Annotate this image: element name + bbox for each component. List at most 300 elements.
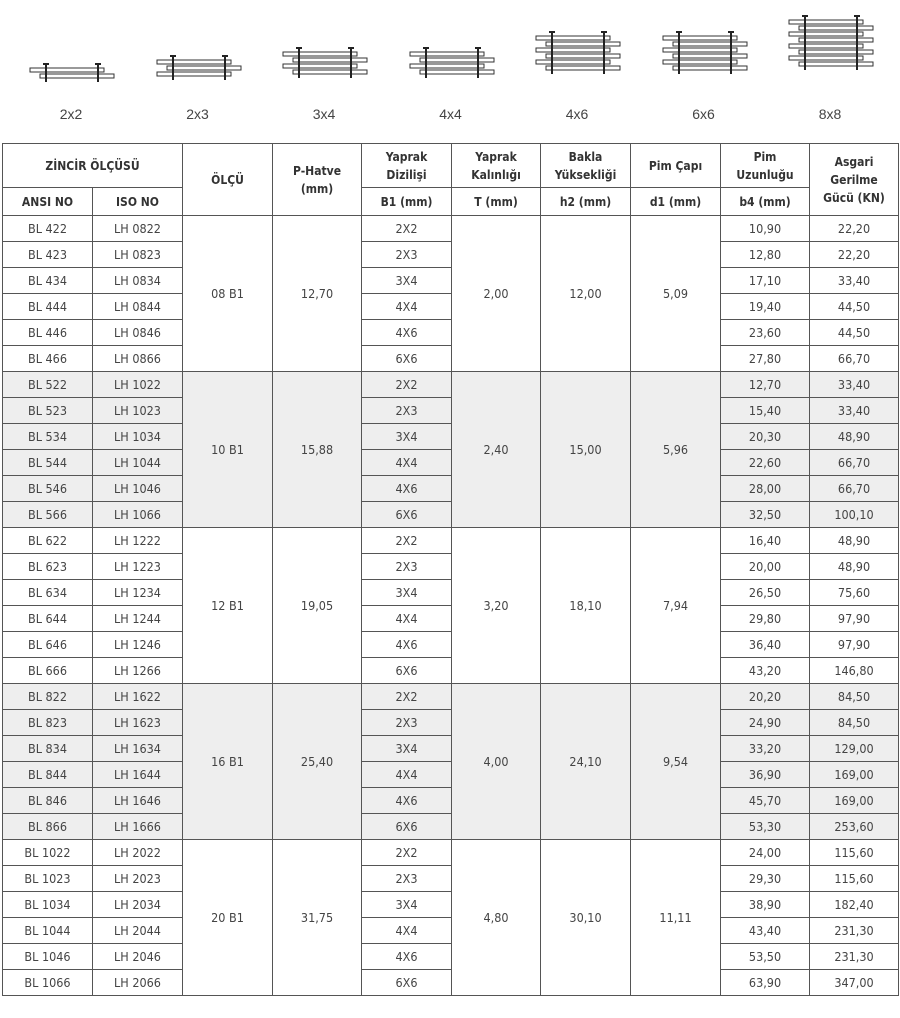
ansi-no-cell: BL 422	[3, 216, 93, 242]
yukseklik-cell: 15,00	[541, 372, 631, 528]
ansi-no-cell: BL 444	[3, 294, 93, 320]
table-row	[3, 736, 899, 762]
gerilme-cell: 75,60	[810, 580, 899, 606]
hatve-cell: 15,88	[273, 372, 362, 528]
dizilis-cell: 2X3	[362, 710, 452, 736]
ansi-no-cell: BL 646	[3, 632, 93, 658]
ansi-no-cell: BL 1034	[3, 892, 93, 918]
pim-uzunlugu-cell: 17,10	[721, 268, 810, 294]
chain-diagram-4	[514, 0, 640, 140]
table-row	[3, 320, 899, 346]
header-pim-uz-line1: Pim	[753, 149, 777, 164]
table-row	[3, 632, 899, 658]
header-ansi: ANSI NO	[3, 188, 93, 216]
hatve-cell: 12,70	[273, 216, 362, 372]
table-row	[3, 372, 899, 398]
chain-diagram-label: 2x2	[59, 106, 83, 122]
chain-link-icon	[135, 0, 261, 104]
ansi-no-cell: BL 623	[3, 554, 93, 580]
chain-diagrams	[0, 0, 900, 140]
chain-link-icon	[261, 0, 387, 104]
dizilis-cell: 4X4	[362, 450, 452, 476]
pim-uzunlugu-cell: 16,40	[721, 528, 810, 554]
gerilme-cell: 115,60	[810, 866, 899, 892]
chain-plate	[420, 70, 494, 74]
chain-diagram-1	[135, 0, 261, 140]
iso-no-cell: LH 1666	[93, 814, 183, 840]
table-row	[3, 944, 899, 970]
ansi-no-cell: BL 846	[3, 788, 93, 814]
header-yukseklik	[541, 144, 631, 188]
iso-no-cell: LH 2066	[93, 970, 183, 996]
chain-pin-cap	[854, 15, 860, 17]
hatve-cell: 19,05	[273, 528, 362, 684]
gerilme-cell: 44,50	[810, 320, 899, 346]
chain-diagram-2	[261, 0, 387, 140]
table-row	[3, 294, 899, 320]
iso-no-cell: LH 2034	[93, 892, 183, 918]
chain-plate	[789, 56, 863, 60]
kalinlik-cell: 2,00	[452, 216, 541, 372]
header-dizilis-line1: Yaprak	[385, 149, 428, 164]
yukseklik-cell: 24,10	[541, 684, 631, 840]
iso-no-cell: LH 1034	[93, 424, 183, 450]
iso-no-cell: LH 1246	[93, 632, 183, 658]
chain-diagram-label: 6x6	[692, 106, 715, 122]
chain-pin-cap	[601, 31, 607, 33]
ansi-no-cell: BL 634	[3, 580, 93, 606]
pim-capi-cell: 9,54	[631, 684, 721, 840]
gerilme-cell: 48,90	[810, 424, 899, 450]
pim-uzunlugu-cell: 27,80	[721, 346, 810, 372]
chain-plate	[420, 58, 494, 62]
iso-no-cell: LH 1044	[93, 450, 183, 476]
ansi-no-cell: BL 466	[3, 346, 93, 372]
header-kalinlik	[452, 144, 541, 188]
header-pim-capi-unit: d1 (mm)	[631, 188, 721, 216]
chain-diagram-label: 4x4	[439, 106, 462, 122]
pim-uzunlugu-cell: 10,90	[721, 216, 810, 242]
table-row	[3, 502, 899, 528]
iso-no-cell: LH 0866	[93, 346, 183, 372]
header-gerilme-line3: Gücü (KN)	[823, 190, 885, 205]
pim-uzunlugu-cell: 29,30	[721, 866, 810, 892]
chain-plate	[673, 54, 747, 58]
iso-no-cell: LH 1646	[93, 788, 183, 814]
table-row	[3, 840, 899, 866]
chain-plate	[546, 54, 620, 58]
iso-no-cell: LH 0846	[93, 320, 183, 346]
chain-pin-cap	[549, 31, 555, 33]
chain-diagram-label: 2x3	[186, 106, 209, 122]
hatve-cell: 25,40	[273, 684, 362, 840]
pim-uzunlugu-cell: 28,00	[721, 476, 810, 502]
kalinlik-cell: 4,00	[452, 684, 541, 840]
iso-no-cell: LH 1066	[93, 502, 183, 528]
chain-plate	[673, 42, 747, 46]
gerilme-cell: 48,90	[810, 528, 899, 554]
dizilis-cell: 4X6	[362, 476, 452, 502]
pim-uzunlugu-cell: 36,90	[721, 762, 810, 788]
dizilis-cell: 2X3	[362, 866, 452, 892]
pim-uzunlugu-cell: 38,90	[721, 892, 810, 918]
pim-uzunlugu-cell: 43,40	[721, 918, 810, 944]
chain-plate	[283, 52, 357, 56]
iso-no-cell: LH 1244	[93, 606, 183, 632]
iso-no-cell: LH 1644	[93, 762, 183, 788]
gerilme-cell: 97,90	[810, 606, 899, 632]
header-gerilme-line2: Gerilme	[830, 172, 878, 187]
table-row	[3, 788, 899, 814]
header-hatve-line1: P-Hatve	[293, 163, 342, 178]
pim-uzunlugu-cell: 12,80	[721, 242, 810, 268]
pim-uzunlugu-cell: 24,90	[721, 710, 810, 736]
ansi-no-cell: BL 1066	[3, 970, 93, 996]
table-row	[3, 606, 899, 632]
dizilis-cell: 2X3	[362, 242, 452, 268]
ansi-no-cell: BL 423	[3, 242, 93, 268]
ansi-no-cell: BL 644	[3, 606, 93, 632]
header-pim-uzunlugu	[721, 144, 810, 188]
gerilme-cell: 129,00	[810, 736, 899, 762]
header-pim-capi: Pim Çapı	[631, 144, 721, 188]
header-kalinlik-unit: T (mm)	[452, 188, 541, 216]
chain-plate	[283, 64, 357, 68]
dizilis-cell: 4X6	[362, 944, 452, 970]
dizilis-cell: 3X4	[362, 892, 452, 918]
chain-plate	[799, 38, 873, 42]
header-yukseklik-line2: Yüksekliği	[554, 167, 617, 182]
chain-link-icon	[514, 0, 640, 104]
chain-diagram-label: 3x4	[312, 106, 336, 122]
iso-no-cell: LH 0822	[93, 216, 183, 242]
gerilme-cell: 231,30	[810, 918, 899, 944]
dizilis-cell: 4X4	[362, 294, 452, 320]
chain-pin-cap	[95, 63, 101, 65]
hatve-cell: 31,75	[273, 840, 362, 996]
chain-plate	[663, 36, 737, 40]
dizilis-cell: 2X3	[362, 554, 452, 580]
pim-uzunlugu-cell: 29,80	[721, 606, 810, 632]
dizilis-cell: 3X4	[362, 424, 452, 450]
chain-diagram-5	[641, 0, 767, 140]
pim-uzunlugu-cell: 23,60	[721, 320, 810, 346]
ansi-no-cell: BL 1022	[3, 840, 93, 866]
gerilme-cell: 66,70	[810, 346, 899, 372]
pim-uzunlugu-cell: 20,20	[721, 684, 810, 710]
ansi-no-cell: BL 822	[3, 684, 93, 710]
table-row	[3, 814, 899, 840]
gerilme-cell: 66,70	[810, 476, 899, 502]
chain-plate	[789, 44, 863, 48]
chain-pin-cap	[170, 55, 176, 57]
olcu-cell: 20 B1	[183, 840, 273, 996]
ansi-no-cell: BL 546	[3, 476, 93, 502]
table-row	[3, 970, 899, 996]
header-dizilis	[362, 144, 452, 188]
chain-pin-cap	[728, 31, 734, 33]
header-dizilis-unit: B1 (mm)	[362, 188, 452, 216]
dizilis-cell: 4X4	[362, 606, 452, 632]
iso-no-cell: LH 2022	[93, 840, 183, 866]
chain-link-icon	[767, 0, 893, 104]
table-row	[3, 554, 899, 580]
iso-no-cell: LH 1023	[93, 398, 183, 424]
chain-plate	[799, 62, 873, 66]
gerilme-cell: 84,50	[810, 710, 899, 736]
header-pim-uz-line2: Uzunluğu	[736, 167, 794, 182]
gerilme-cell: 253,60	[810, 814, 899, 840]
gerilme-cell: 182,40	[810, 892, 899, 918]
table-row	[3, 450, 899, 476]
dizilis-cell: 2X2	[362, 216, 452, 242]
ansi-no-cell: BL 446	[3, 320, 93, 346]
chain-plate	[410, 52, 484, 56]
gerilme-cell: 115,60	[810, 840, 899, 866]
ansi-no-cell: BL 1046	[3, 944, 93, 970]
ansi-no-cell: BL 544	[3, 450, 93, 476]
chain-plate	[546, 66, 620, 70]
header-hatve	[273, 144, 362, 216]
gerilme-cell: 22,20	[810, 216, 899, 242]
pim-capi-cell: 5,96	[631, 372, 721, 528]
pim-uzunlugu-cell: 15,40	[721, 398, 810, 424]
gerilme-cell: 97,90	[810, 632, 899, 658]
dizilis-cell: 2X3	[362, 398, 452, 424]
olcu-cell: 12 B1	[183, 528, 273, 684]
pim-uzunlugu-cell: 24,00	[721, 840, 810, 866]
iso-no-cell: LH 1234	[93, 580, 183, 606]
chain-plate	[673, 66, 747, 70]
dizilis-cell: 2X2	[362, 528, 452, 554]
table-row	[3, 268, 899, 294]
chain-diagram-label: 4x6	[565, 106, 589, 122]
chain-pin-cap	[222, 55, 228, 57]
gerilme-cell: 44,50	[810, 294, 899, 320]
gerilme-cell: 84,50	[810, 684, 899, 710]
chain-plate	[157, 60, 231, 64]
pim-uzunlugu-cell: 36,40	[721, 632, 810, 658]
pim-uzunlugu-cell: 20,00	[721, 554, 810, 580]
ansi-no-cell: BL 666	[3, 658, 93, 684]
yukseklik-cell: 18,10	[541, 528, 631, 684]
ansi-no-cell: BL 866	[3, 814, 93, 840]
gerilme-cell: 169,00	[810, 788, 899, 814]
gerilme-cell: 33,40	[810, 398, 899, 424]
ansi-no-cell: BL 823	[3, 710, 93, 736]
olcu-cell: 10 B1	[183, 372, 273, 528]
iso-no-cell: LH 1634	[93, 736, 183, 762]
chain-plate	[30, 68, 104, 72]
chain-plate	[799, 50, 873, 54]
table-row	[3, 346, 899, 372]
header-dizilis-line2: Dizilişi	[386, 167, 427, 182]
iso-no-cell: LH 2044	[93, 918, 183, 944]
iso-no-cell: LH 0834	[93, 268, 183, 294]
table-row	[3, 918, 899, 944]
chain-plate	[799, 26, 873, 30]
pim-uzunlugu-cell: 12,70	[721, 372, 810, 398]
iso-no-cell: LH 2023	[93, 866, 183, 892]
dizilis-cell: 4X4	[362, 918, 452, 944]
pim-uzunlugu-cell: 53,30	[721, 814, 810, 840]
chain-plate	[663, 60, 737, 64]
iso-no-cell: LH 0823	[93, 242, 183, 268]
gerilme-cell: 169,00	[810, 762, 899, 788]
iso-no-cell: LH 2046	[93, 944, 183, 970]
chain-plate	[789, 32, 863, 36]
header-yukseklik-line1: Bakla	[568, 149, 603, 164]
chain-plate	[410, 64, 484, 68]
chain-spec-table	[2, 143, 899, 996]
chain-pin-cap	[43, 63, 49, 65]
pim-capi-cell: 7,94	[631, 528, 721, 684]
pim-uzunlugu-cell: 22,60	[721, 450, 810, 476]
kalinlik-cell: 3,20	[452, 528, 541, 684]
gerilme-cell: 33,40	[810, 372, 899, 398]
table-row	[3, 216, 899, 242]
gerilme-cell: 48,90	[810, 554, 899, 580]
dizilis-cell: 2X2	[362, 684, 452, 710]
ansi-no-cell: BL 566	[3, 502, 93, 528]
dizilis-cell: 3X4	[362, 736, 452, 762]
dizilis-cell: 3X4	[362, 268, 452, 294]
header-hatve-line2: (mm)	[300, 181, 334, 196]
ansi-no-cell: BL 844	[3, 762, 93, 788]
chain-plate	[167, 66, 241, 70]
table-row	[3, 242, 899, 268]
chain-plate	[789, 20, 863, 24]
pim-uzunlugu-cell: 19,40	[721, 294, 810, 320]
dizilis-cell: 4X6	[362, 632, 452, 658]
dizilis-cell: 2X2	[362, 372, 452, 398]
table-body	[3, 216, 899, 996]
table-row	[3, 684, 899, 710]
iso-no-cell: LH 1623	[93, 710, 183, 736]
gerilme-cell: 33,40	[810, 268, 899, 294]
chain-plate	[40, 74, 114, 78]
table-row	[3, 892, 899, 918]
kalinlik-cell: 4,80	[452, 840, 541, 996]
header-kalinlik-line2: Kalınlığı	[471, 167, 521, 182]
olcu-cell: 08 B1	[183, 216, 273, 372]
ansi-no-cell: BL 534	[3, 424, 93, 450]
header-yukseklik-unit: h2 (mm)	[541, 188, 631, 216]
pim-uzunlugu-cell: 32,50	[721, 502, 810, 528]
table-row	[3, 866, 899, 892]
chain-plate	[536, 60, 610, 64]
dizilis-cell: 4X4	[362, 762, 452, 788]
pim-uzunlugu-cell: 43,20	[721, 658, 810, 684]
chain-pin-cap	[296, 47, 302, 49]
dizilis-cell: 6X6	[362, 658, 452, 684]
chain-plate	[157, 72, 231, 76]
chain-pin-cap	[802, 15, 808, 17]
chain-pin-cap	[348, 47, 354, 49]
chain-plate	[546, 42, 620, 46]
pim-uzunlugu-cell: 63,90	[721, 970, 810, 996]
table-row	[3, 398, 899, 424]
dizilis-cell: 4X6	[362, 320, 452, 346]
chain-plate	[536, 36, 610, 40]
gerilme-cell: 146,80	[810, 658, 899, 684]
gerilme-cell: 347,00	[810, 970, 899, 996]
chain-plate	[293, 58, 367, 62]
ansi-no-cell: BL 1023	[3, 866, 93, 892]
chain-link-icon	[641, 0, 767, 104]
pim-uzunlugu-cell: 45,70	[721, 788, 810, 814]
dizilis-cell: 4X6	[362, 788, 452, 814]
chain-diagram-3	[388, 0, 514, 140]
dizilis-cell: 6X6	[362, 970, 452, 996]
dizilis-cell: 6X6	[362, 502, 452, 528]
pim-uzunlugu-cell: 26,50	[721, 580, 810, 606]
gerilme-cell: 231,30	[810, 944, 899, 970]
table-row	[3, 476, 899, 502]
olcu-cell: 16 B1	[183, 684, 273, 840]
kalinlik-cell: 2,40	[452, 372, 541, 528]
dizilis-cell: 6X6	[362, 814, 452, 840]
chain-plate	[536, 48, 610, 52]
pim-uzunlugu-cell: 53,50	[721, 944, 810, 970]
chain-link-icon	[388, 0, 514, 104]
chain-pin-cap	[423, 47, 429, 49]
chain-diagram-label: 8x8	[818, 106, 842, 122]
chain-pin-cap	[475, 47, 481, 49]
table-row	[3, 710, 899, 736]
ansi-no-cell: BL 1044	[3, 918, 93, 944]
chain-plate	[663, 48, 737, 52]
iso-no-cell: LH 1266	[93, 658, 183, 684]
pim-uzunlugu-cell: 33,20	[721, 736, 810, 762]
ansi-no-cell: BL 522	[3, 372, 93, 398]
ansi-no-cell: BL 434	[3, 268, 93, 294]
dizilis-cell: 2X2	[362, 840, 452, 866]
header-gerilme	[810, 144, 899, 216]
ansi-no-cell: BL 523	[3, 398, 93, 424]
table-row	[3, 528, 899, 554]
ansi-no-cell: BL 622	[3, 528, 93, 554]
table-row	[3, 658, 899, 684]
iso-no-cell: LH 1222	[93, 528, 183, 554]
header-gerilme-line1: Asgari	[834, 154, 874, 169]
chain-diagram-0	[8, 0, 134, 140]
header-kalinlik-line1: Yaprak	[475, 149, 517, 164]
table-row	[3, 580, 899, 606]
pim-capi-cell: 5,09	[631, 216, 721, 372]
gerilme-cell: 22,20	[810, 242, 899, 268]
yukseklik-cell: 30,10	[541, 840, 631, 996]
pim-capi-cell: 11,11	[631, 840, 721, 996]
iso-no-cell: LH 1223	[93, 554, 183, 580]
dizilis-cell: 3X4	[362, 580, 452, 606]
header-pim-uz-unit: b4 (mm)	[721, 188, 810, 216]
gerilme-cell: 66,70	[810, 450, 899, 476]
dizilis-cell: 6X6	[362, 346, 452, 372]
chain-link-icon	[8, 0, 134, 104]
ansi-no-cell: BL 834	[3, 736, 93, 762]
header-olcu: ÖLÇÜ	[183, 144, 273, 216]
table-row	[3, 762, 899, 788]
gerilme-cell: 100,10	[810, 502, 899, 528]
pim-uzunlugu-cell: 20,30	[721, 424, 810, 450]
header-iso: ISO NO	[93, 188, 183, 216]
yukseklik-cell: 12,00	[541, 216, 631, 372]
header-zincir: ZİNCİR ÖLÇÜSÜ	[3, 144, 183, 188]
iso-no-cell: LH 0844	[93, 294, 183, 320]
chain-diagram-6	[767, 0, 893, 140]
chain-plate	[293, 70, 367, 74]
